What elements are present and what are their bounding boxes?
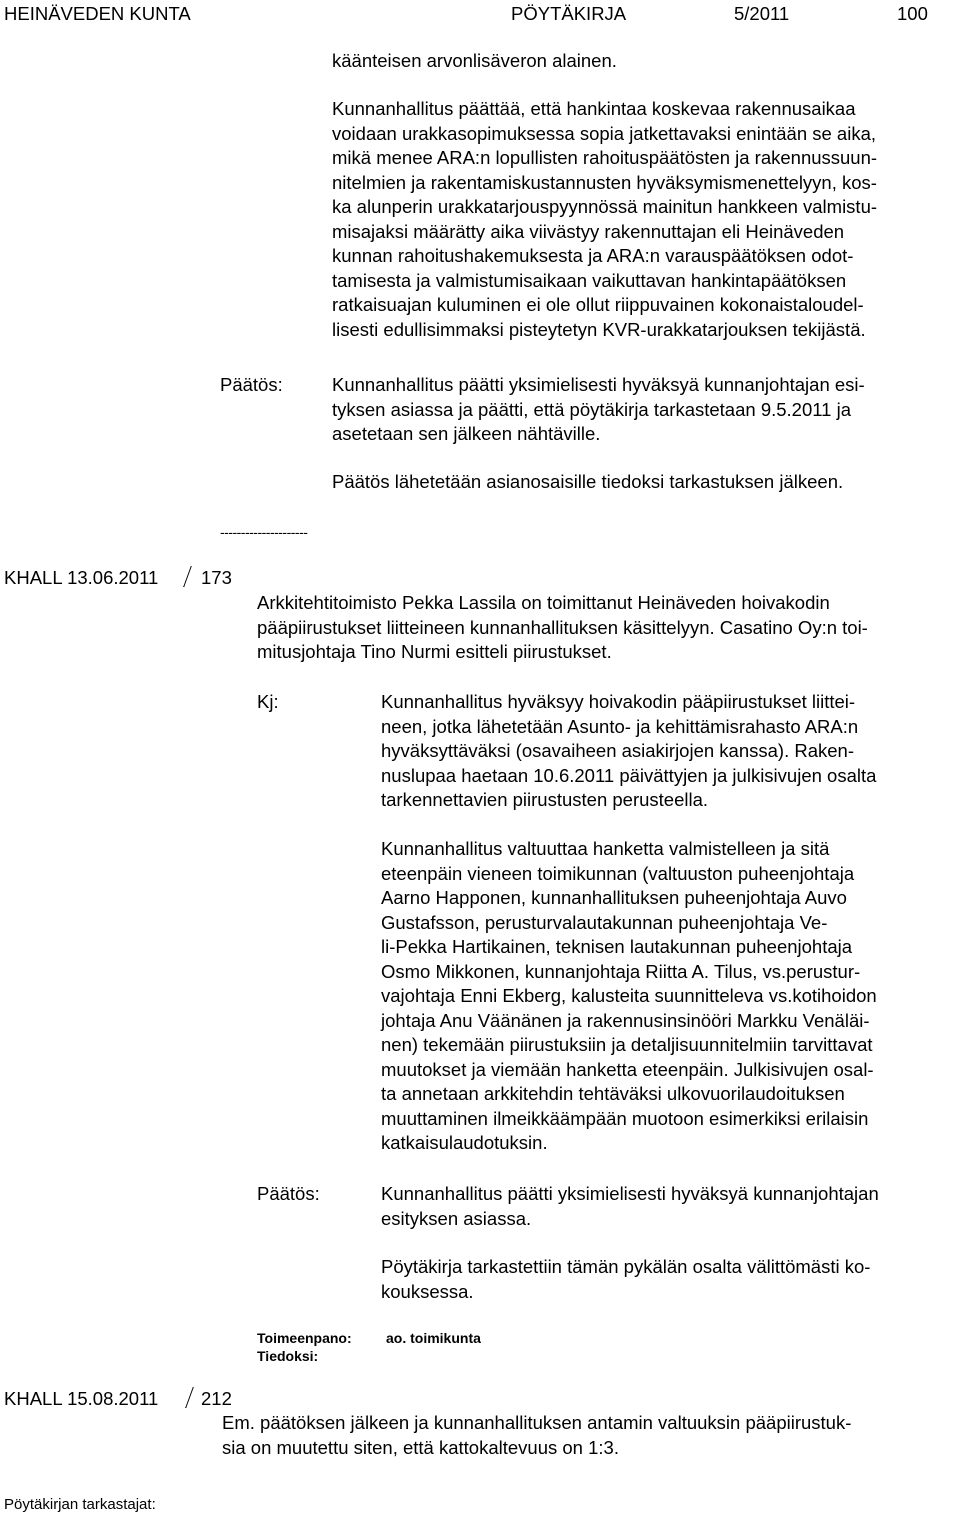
text-line: kunnan rahoitushakemuksesta ja ARA:n varauspäätöksen odot- bbox=[332, 245, 854, 266]
section-ref: KHALL 13.06.2011 bbox=[4, 567, 159, 588]
proposal-label: Kj: bbox=[257, 691, 279, 712]
text-line: tarkennettavien piirustusten perusteella. bbox=[381, 789, 709, 810]
decision-label: Päätös: bbox=[220, 374, 283, 395]
text-line: li-Pekka Hartikainen, teknisen lautakunnan puheenjohtaja bbox=[381, 936, 853, 957]
text-line: muuttaminen ilmeikkäämpään muotoon esimerkiksi erilaisin bbox=[381, 1107, 869, 1129]
decision-text bbox=[332, 373, 865, 447]
text-line: Arkkitehtitoimisto Pekka Lassila on toimittanut Heinäveden hoivakodin bbox=[257, 592, 830, 613]
issue-number: 5/2011 bbox=[734, 3, 790, 24]
text-line: kouksessa. bbox=[381, 1280, 474, 1302]
text-line: Kunnanhallitus päätti yksimielisesti hyväksyä kunnanjohtajan esi- bbox=[332, 374, 865, 395]
text-line: hyväksyttäväksi (osavaiheen asiakirjojen kanssa). Raken- bbox=[381, 740, 854, 761]
text-line: tyksen asiassa ja päätti, että pöytäkirja tarkastetaan 9.5.2011 ja bbox=[332, 398, 851, 420]
notification-label: Tiedoksi: bbox=[257, 1348, 319, 1364]
text-line: Kunnanhallitus valtuuttaa hanketta valmistelleen ja sitä bbox=[381, 838, 830, 859]
section-mark bbox=[185, 1387, 194, 1408]
text-line: mikä menee ARA:n lopullisten rahoituspäätösten ja rakennussuun- bbox=[332, 147, 878, 168]
decision-label: Päätös: bbox=[257, 1183, 320, 1204]
text-line: ratkaisuajan kuluminen ei ole ollut riippuvainen kokonaistaloudel- bbox=[332, 294, 864, 315]
proposal2-paragraph bbox=[381, 837, 877, 1156]
section-number: 173 bbox=[201, 567, 232, 588]
separator: --------------------- bbox=[220, 524, 308, 540]
decision-text bbox=[381, 1182, 879, 1231]
body-paragraph bbox=[332, 97, 877, 342]
text-line: eteenpäin vieneen toimikunnan (valtuuston puheenjohtaja bbox=[381, 862, 855, 884]
text-line: katkaisulaudotuksin. bbox=[381, 1132, 548, 1153]
text-line: Osmo Mikkonen, kunnanjohtaja Riitta A. Tilus, vs.perustur- bbox=[381, 960, 861, 982]
org-name: HEINÄVEDEN KUNTA bbox=[4, 3, 191, 24]
text-line: vajohtaja Enni Ekberg, kalusteita suunnitteleva vs.kotihoidon bbox=[381, 985, 877, 1006]
text-line: Gustafsson, perusturvalautakunnan puheenjohtaja Ve- bbox=[381, 911, 828, 933]
text-line: pääpiirustukset liitteineen kunnanhallituksen käsittelyyn. Casatino Oy:n toi- bbox=[257, 616, 868, 638]
text-line: muutokset ja viemään hanketta eteenpäin. Julkisivujen osal- bbox=[381, 1058, 874, 1080]
execution-recipient: ao. toimikunta bbox=[386, 1330, 481, 1346]
text-line: Kunnanhallitus hyväksyy hoivakodin pääpiirustukset liittei- bbox=[381, 691, 856, 712]
text-line: ka alunperin urakkatarjouspyynnössä mainitun hankkeen valmistu- bbox=[332, 196, 878, 217]
doc-type: PÖYTÄKIRJA bbox=[511, 3, 627, 24]
intro-paragraph bbox=[257, 591, 868, 665]
text-line: tamisesta ja valmistumisaikaan vaikuttavan hankintapäätöksen bbox=[332, 269, 847, 291]
section-paragraph bbox=[222, 1411, 851, 1460]
text-line: voidaan urakkasopimuksessa sopia jatkettavaksi enintään se aika, bbox=[332, 122, 877, 144]
text-line: nitelmien ja rakentamiskustannusten hyväksymismenettelyyn, kos- bbox=[332, 171, 877, 193]
text-line: misajaksi määrätty aika viivästyy rakennuttajan eli Heinäveden bbox=[332, 220, 845, 242]
checkers-label: Pöytäkirjan tarkastajat: bbox=[4, 1496, 156, 1513]
text-line: neen, jotka lähetetään Asunto- ja kehittämisrahasto ARA:n bbox=[381, 715, 859, 737]
text-line: lisesti edullisimmaksi pisteytetyn KVR-urakkatarjouksen tekijästä. bbox=[332, 318, 866, 340]
text-line: esityksen asiassa. bbox=[381, 1207, 532, 1229]
section-number: 212 bbox=[201, 1388, 232, 1409]
text-line: ta annetaan arkkitehdin tehtäväksi ulkovuorilaudoituksen bbox=[381, 1083, 845, 1104]
section-mark bbox=[183, 566, 192, 587]
execution-labels bbox=[257, 1329, 352, 1365]
text-line: Kunnanhallitus päätti yksimielisesti hyväksyä kunnanjohtajan bbox=[381, 1183, 879, 1204]
execution-label: Toimeenpano: bbox=[257, 1330, 352, 1346]
text-line: Aarno Happonen, kunnanhallituksen puheenjohtaja Auvo bbox=[381, 887, 847, 908]
text-line: johtaja Anu Väänänen ja rakennusinsinööri Markku Venäläi- bbox=[381, 1009, 870, 1031]
text-line: asetetaan sen jälkeen nähtäville. bbox=[332, 423, 601, 444]
text-line: nuslupaa haetaan 10.6.2011 päivättyjen ja julkisivujen osalta bbox=[381, 764, 877, 786]
text-line: Pöytäkirja tarkastettiin tämän pykälän osalta välittömästi ko- bbox=[381, 1256, 871, 1277]
page-number: 100 bbox=[897, 3, 928, 24]
text-line: mitusjohtaja Tino Nurmi esitteli piirustukset. bbox=[257, 641, 612, 662]
proposal-paragraph bbox=[381, 690, 876, 813]
text-line: sia on muutettu siten, että kattokaltevuus on 1:3. bbox=[222, 1436, 619, 1458]
text-line: Kunnanhallitus päättää, että hankintaa koskevaa rakennusaikaa bbox=[332, 98, 856, 119]
lead-line: käänteisen arvonlisäveron alainen. bbox=[332, 50, 617, 71]
text-line: nen) tekemään piirustuksiin ja detaljisuunnitelmiin tarvittavat bbox=[381, 1034, 873, 1055]
section-ref: KHALL 15.08.2011 bbox=[4, 1388, 159, 1409]
check-note bbox=[381, 1255, 870, 1304]
text-line: Em. päätöksen jälkeen ja kunnanhallituksen antamin valtuuksin pääpiirustuk- bbox=[222, 1412, 852, 1433]
notice-line: Päätös lähetetään asianosaisille tiedoksi tarkastuksen jälkeen. bbox=[332, 471, 844, 492]
